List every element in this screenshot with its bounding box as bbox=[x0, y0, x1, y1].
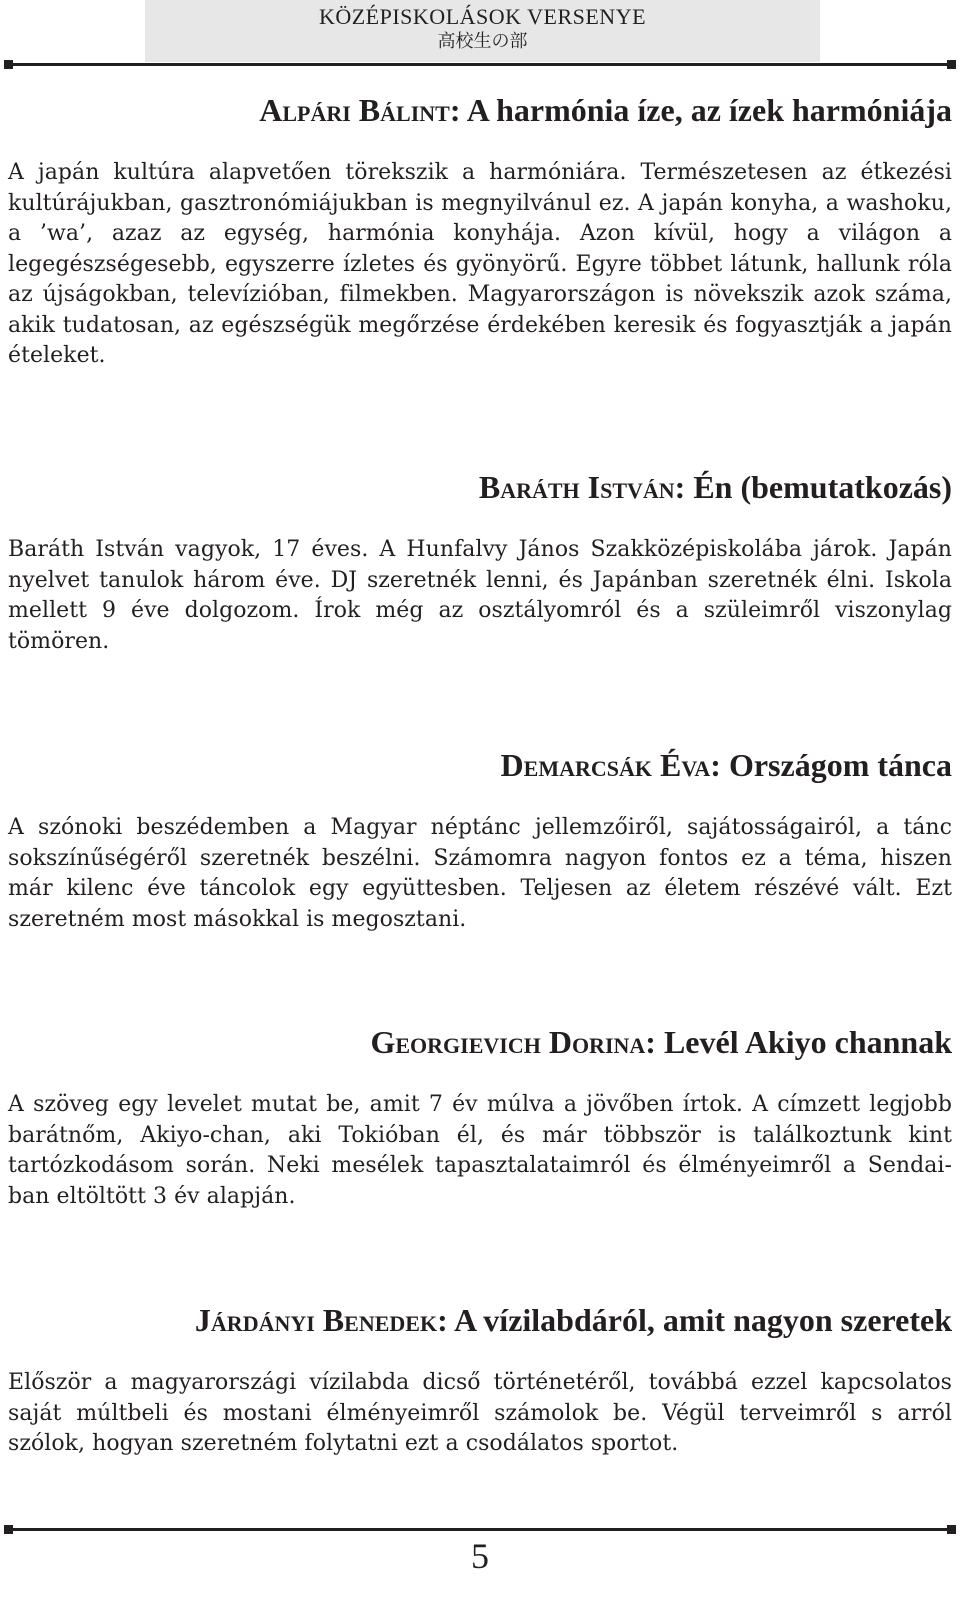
title-separator: : bbox=[674, 469, 694, 505]
entry-summary: Először a magyarországi vízilabda dicső történetéről, továbbá ezzel kapcsolatos saját múltbeli és mostani élményeimről számolok be. Végül terveimről s arról szólok, hogyan szeretném folytatni ezt a csodálatos sportot. bbox=[8, 1370, 952, 1456]
running-header bbox=[145, 0, 820, 62]
entry-work-title: A vízilabdáról, amit nagyon szeretek bbox=[453, 1302, 952, 1338]
entry-author: Alpári Bálint bbox=[259, 92, 450, 128]
header-title-hungarian: KÖZÉPISKOLÁSOK VERSENYE bbox=[318, 4, 647, 29]
entry-title bbox=[8, 469, 952, 505]
entry-title bbox=[8, 747, 952, 783]
entry-work-title: Országom tánca bbox=[728, 747, 952, 783]
entry-title bbox=[8, 92, 952, 128]
entry-title bbox=[8, 1302, 952, 1338]
entry-section bbox=[8, 1024, 952, 1212]
entry-author: Járdányi Benedek bbox=[194, 1302, 438, 1338]
entry-summary: A szöveg egy levelet mutat be, amit 7 év múlva a jövőben írtok. A címzett legjobb barátnőm, Akiyo-chan, aki Tokióban él, és már többször is találkoztunk kint tartózkodásom során. Neki mesélek tapasztalataimról és élményeimről a Sendai-ban eltöltött 3 év alapján. bbox=[8, 1092, 952, 1209]
entry-summary: Baráth István vagyok, 17 éves. A Hunfalvy János Szakközépiskolába járok. Japán nyelvet tanulok három éve. DJ szeretnék lenni, és Japánban szeretnék élni. Iskola mellett 9 éve dolgozom. Írok még az osztályomról és a szüleimről viszonylag tömören. bbox=[8, 537, 952, 654]
bottom-rule bbox=[8, 1528, 952, 1531]
title-separator: : bbox=[437, 1302, 454, 1338]
entry-section bbox=[8, 1302, 952, 1460]
entry-title bbox=[8, 1024, 952, 1060]
title-separator: : bbox=[449, 92, 467, 128]
header-title-japanese: 高校生の部 bbox=[437, 31, 528, 52]
entry-section bbox=[8, 747, 952, 935]
entry-summary: A japán kultúra alapvetően törekszik a harmóniára. Természetesen az étkezési kultúrájukban, gasztronómiájukban is megnyilvánul ez. A japán konyha, a washoku, a ’wa’, azaz az egység, harmónia konyhája. Azon kívül, hogy a világon a legegészségesebb, egyszerre ízletes és gyönyörű. Egyre többet látunk, hallunk róla az újságokban, televízióban, filmekben. Magyarországon is növekszik azok száma, akik tudatosan, az egészségük megőrzése érdekében keresik és fogyasztják a japán ételeket. bbox=[8, 160, 952, 368]
title-separator: : bbox=[710, 747, 729, 783]
entry-work-title: Én (bemutatkozás) bbox=[693, 469, 952, 505]
top-rule bbox=[8, 63, 952, 66]
entry-author: Demarcsák Éva bbox=[500, 747, 711, 783]
entry-work-title: A harmónia íze, az ízek harmóniája bbox=[466, 92, 952, 128]
entry-author: Georgievich Dorina bbox=[370, 1024, 646, 1060]
page-number: 5 bbox=[471, 1536, 489, 1576]
title-separator: : bbox=[645, 1024, 664, 1060]
entry-summary: A szónoki beszédemben a Magyar néptánc jellemzőiről, sajátosságairól, a tánc sokszínűségéről szeretnék beszélni. Számomra nagyon fontos ez a téma, hiszen már kilenc éve táncolok egy együttesben. Teljesen az életem részévé vált. Ezt szeretném most másokkal is megosztani. bbox=[8, 815, 952, 932]
entry-section bbox=[8, 469, 952, 657]
entry-author: Baráth István bbox=[478, 469, 675, 505]
entry-section bbox=[8, 92, 952, 372]
entry-work-title: Levél Akiyo channak bbox=[663, 1024, 952, 1060]
